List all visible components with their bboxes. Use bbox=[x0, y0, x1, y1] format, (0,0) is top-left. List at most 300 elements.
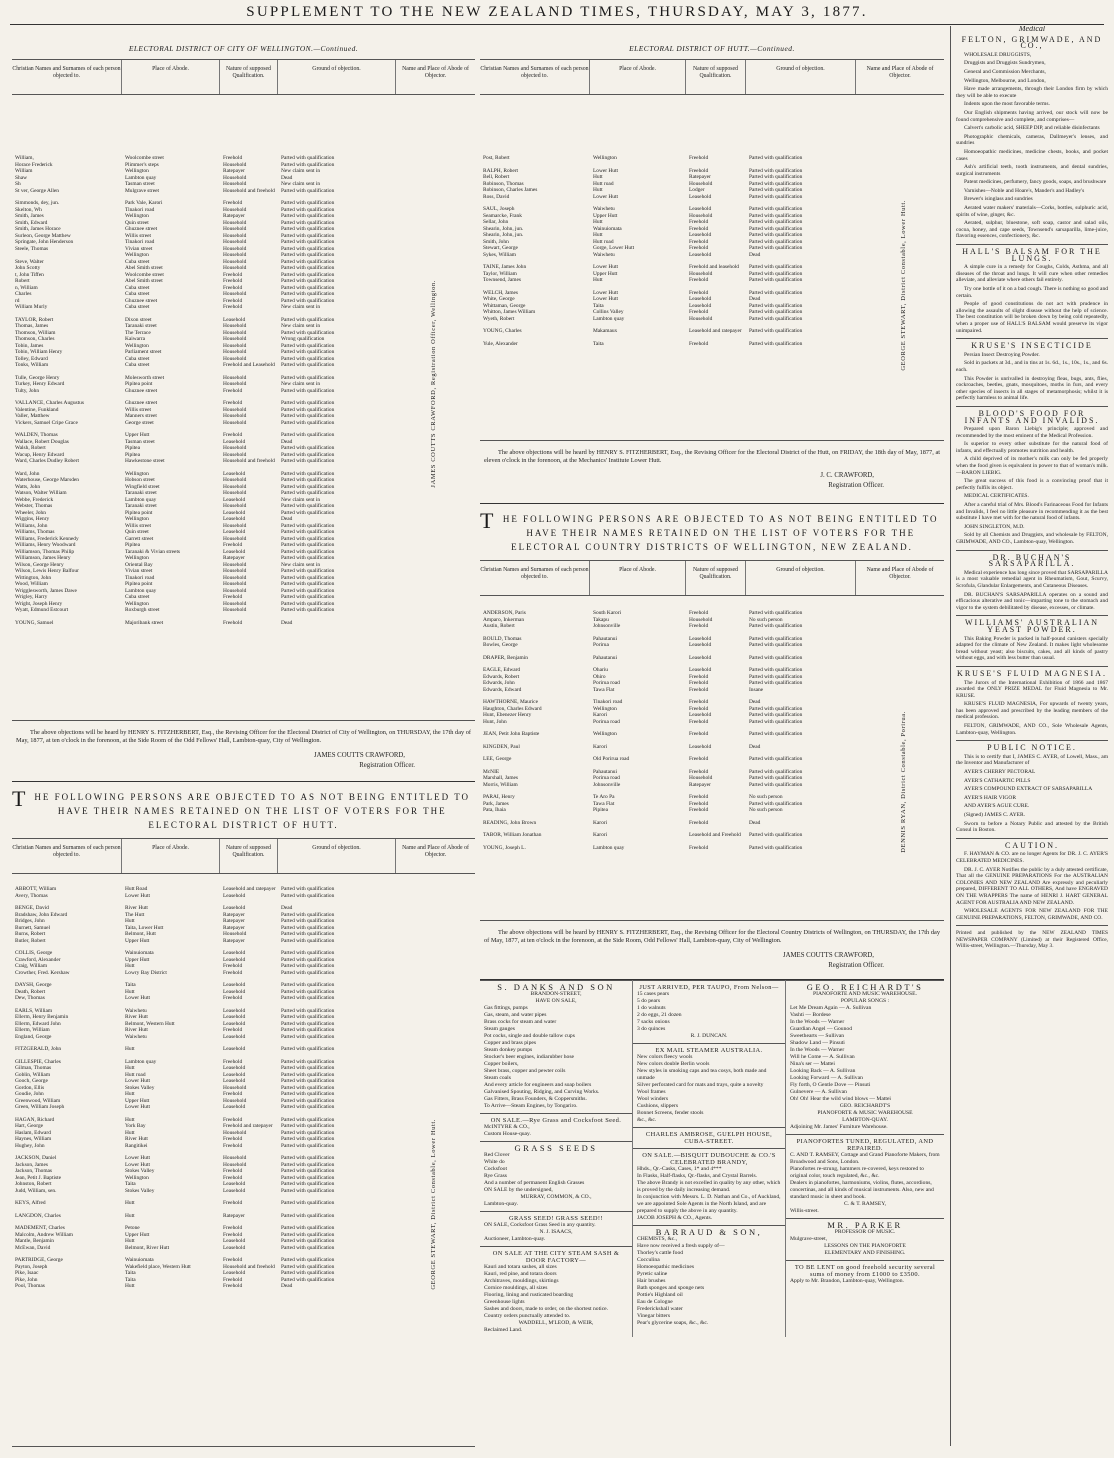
cell-abode: Wainuiomata bbox=[593, 225, 622, 232]
cell-ground: Parted with qualification bbox=[281, 581, 335, 587]
medical-advertisement-heading: KRUSE'S FLUID MAGNESIA. bbox=[957, 668, 1107, 678]
cell-name: Edwards, John bbox=[483, 680, 515, 686]
medical-advertisement-text: AND AYER'S AGUE CURE. bbox=[964, 803, 1030, 810]
cell-abode: Collins Valley bbox=[593, 309, 624, 315]
cell-name: Greenwood, William bbox=[15, 1097, 61, 1104]
cell-qualification: Leasehold bbox=[689, 667, 712, 673]
hutt-right-note: The above objections will be heard by HENRY S. FITZHERBERT, Esq., the Revising Officer for the Electoral District of the Hutt, on FRIDAY, the 18th day of May, 1877, at eleven o'clock in the forenoon, at the Mechanics' Institute Lower Hutt. bbox=[484, 449, 940, 464]
cell-ground: Parted with qualification bbox=[281, 219, 335, 226]
cell-abode: Taita bbox=[125, 1276, 136, 1283]
cell-abode: Quin street bbox=[125, 219, 149, 226]
cell-name: Williams, John bbox=[15, 522, 48, 529]
cell-qualification: Leasehold bbox=[223, 316, 246, 323]
advertisement-line: Adjoining Mr. James' Furniture Warehouse. bbox=[790, 1124, 888, 1130]
cell-abode: Wellington bbox=[125, 1174, 149, 1181]
cell-name: Post, Robert bbox=[483, 155, 510, 161]
medical-advertisement-heading: HALL'S BALSAM FOR THE LUNGS. bbox=[962, 247, 1102, 263]
cell-ground: Parted with qualification bbox=[281, 1071, 335, 1078]
cell-name: Wallace, Robert Douglas bbox=[15, 438, 69, 445]
cell-abode: Lower Hutt bbox=[593, 167, 619, 174]
cell-name: Gooch, George bbox=[15, 1078, 48, 1084]
cell-abode: Dixon street bbox=[125, 316, 152, 323]
cell-ground: Parted with qualification bbox=[281, 483, 335, 490]
cell-abode: Upper Hutt bbox=[593, 212, 618, 219]
cell-qualification: Freehold bbox=[223, 1027, 243, 1033]
cell-ground: Parted with qualification bbox=[281, 969, 335, 976]
left-column bbox=[12, 36, 475, 1448]
cell-name: Valler, Matthew bbox=[15, 413, 50, 419]
advertisement-heading: MR. PARKER bbox=[827, 1220, 903, 1230]
cell-abode: Quin street bbox=[125, 529, 149, 535]
advertisement-line: Pyretic saline bbox=[637, 1271, 668, 1277]
cell-name: Hart, George bbox=[15, 1123, 44, 1129]
cell-name: Malcolm, Andrew William bbox=[15, 1231, 73, 1238]
ads-column-2 bbox=[633, 980, 786, 1337]
advertisement-line: MURRAY, COMMON, & CO., bbox=[520, 1194, 592, 1200]
cell-abode: Lower Hutt bbox=[593, 264, 619, 270]
cell-qualification: Freehold bbox=[689, 167, 709, 174]
cell-abode: Hutt road bbox=[593, 238, 614, 245]
cell-ground: Parted with qualification bbox=[281, 1142, 335, 1149]
cell-abode: Hutt bbox=[125, 1200, 135, 1206]
cell-abode: Taranaki street bbox=[125, 490, 157, 496]
cell-ground: Parted with qualification bbox=[281, 187, 335, 194]
cell-qualification: Freehold bbox=[223, 1174, 243, 1181]
cell-name: MADEMENT, Charles bbox=[15, 1225, 65, 1231]
cell-ground: Parted with qualification bbox=[281, 995, 335, 1001]
advertisement-line: Cocculina bbox=[637, 1257, 660, 1263]
header-ground: Ground of objection. bbox=[278, 839, 396, 873]
cell-qualification: Freehold bbox=[689, 309, 709, 315]
cell-qualification: Household bbox=[223, 355, 247, 362]
advertisement-line: Kauri and totara sashes, all sizes bbox=[484, 1264, 557, 1270]
advertisement-line: BRANDON-STREET, bbox=[530, 991, 582, 997]
advertisement-line: Dealers in pianofortes, harmoniums, violins, flutes, accordions, concertinas, and all kinds of musical instruments. Also, new and standard music in sheet and book. bbox=[790, 1180, 934, 1200]
cell-qualification: Ratepayer bbox=[223, 555, 245, 561]
medical-advertisement-text: Try one bottle of it on a bad cough. There is nothing so good and certain. bbox=[956, 286, 1108, 299]
cell-abode: Tinakori road bbox=[125, 574, 155, 581]
advertisement-line: Gas fittings, pumps bbox=[484, 1005, 528, 1011]
advertisement-line: Hair brushes bbox=[637, 1278, 666, 1284]
cell-abode: Pipitea point bbox=[125, 581, 153, 587]
cell-qualification: Household bbox=[223, 607, 247, 613]
advertisement-heading: TO BE LENT on good freehold security several sums of money from £1000 to £3500. bbox=[794, 1264, 936, 1278]
hutt-dropcap: T bbox=[12, 786, 28, 811]
medical-advertisement-text: This Powder is unrivalled in destroying fleas, bugs, ants, flies, cockroaches, beetles, gnats, mosquitoes, moths in furs, and every other species of insects in all stages of metamorphosis; whilst it is perfectly harmless to animal life. bbox=[956, 375, 1108, 402]
cell-name: Marshall, James bbox=[483, 775, 519, 781]
cell-ground: Parted with qualification bbox=[749, 623, 803, 629]
advertisement-heading: BARRAUD & SON, bbox=[655, 1227, 763, 1237]
medical-advertisement-text: F. HAYMAN & CO. are no longer Agents for DR. J. C. AYER'S CELEBRATED MEDICINES. bbox=[956, 851, 1108, 864]
cell-name: Haslam, Edward bbox=[15, 1129, 51, 1136]
cell-name: Ward, Charles Dudley Robert bbox=[15, 458, 79, 464]
cell-name: Green, William Joseph bbox=[15, 1104, 65, 1110]
cell-name: Jackson, James bbox=[15, 1161, 48, 1168]
advertisement-line: PIANOFORTE AND MUSIC WAREHOUSE. bbox=[813, 991, 917, 997]
advertisement bbox=[480, 1246, 632, 1337]
cell-qualification: Freehold bbox=[689, 238, 709, 245]
medical-advertisement-text: Have made arrangements, through their London firm by which they will be able to execute bbox=[956, 86, 1108, 99]
advertisement-rule bbox=[956, 740, 1108, 741]
advertisement-line: ON SALE, Cocksfoot Grass Seed in any quantity. bbox=[484, 1222, 596, 1228]
cell-name: rd bbox=[15, 297, 20, 304]
advertisement-line: Eau de Cologne bbox=[637, 1299, 673, 1305]
cell-abode: Park Vale, Karori bbox=[125, 200, 163, 206]
cell-name: William bbox=[15, 168, 33, 174]
cell-abode: Taita bbox=[593, 340, 604, 347]
cell-qualification: Household bbox=[223, 1161, 247, 1168]
cell-abode: Pipitea bbox=[125, 451, 140, 458]
cell-name: John Scotty bbox=[15, 265, 41, 271]
ads-area bbox=[480, 979, 944, 1337]
city-table bbox=[12, 59, 475, 721]
cell-name: Surleon, George Matthew bbox=[15, 232, 71, 239]
cell-ground: Parted with qualification bbox=[281, 509, 335, 516]
cell-ground: Parted with qualification bbox=[281, 206, 335, 213]
advertisement-line: Thorley's cattle food bbox=[637, 1250, 684, 1256]
advertisement-line: To Arrive—Steam Engines, by Tongariro. bbox=[484, 1103, 578, 1109]
cell-name: Pike, John bbox=[15, 1276, 38, 1283]
medical-advertisement-text: Is superior to every other substitute for the natural food of infants, and effectually promotes nutrition and health. bbox=[956, 441, 1108, 454]
cell-qualification: Freehold bbox=[223, 1225, 243, 1231]
cell-qualification: Household bbox=[223, 574, 247, 581]
cell-abode: Ohariu bbox=[593, 667, 608, 673]
cell-qualification: Leasehold bbox=[223, 1046, 246, 1052]
medical-advertisement-text: Aerated water makers' materials—Corks, bottles, sulphuric acid, spirits of wine, ginger, &c. bbox=[956, 205, 1108, 218]
cell-qualification: Household bbox=[223, 252, 247, 258]
cell-name: Thomson, William bbox=[15, 329, 56, 336]
cell-qualification: Household bbox=[223, 445, 247, 451]
cell-abode: Upper Hutt bbox=[593, 270, 618, 277]
cell-name: Shaw bbox=[15, 174, 27, 181]
cell-qualification: Freehold bbox=[689, 705, 709, 712]
cell-abode: Roxburgh street bbox=[125, 607, 160, 613]
medical-advertisement bbox=[956, 666, 1108, 736]
cell-qualification: Leasehold bbox=[223, 1020, 246, 1027]
cell-abode: Tasman street bbox=[125, 438, 155, 445]
medical-advertisement-heading: CAUTION. bbox=[1005, 840, 1059, 850]
cell-ground: Parted with qualification bbox=[281, 937, 335, 944]
cell-qualification: Household bbox=[223, 219, 247, 226]
cell-ground: Parted with qualification bbox=[281, 1078, 335, 1084]
cell-qualification: Household bbox=[223, 600, 247, 607]
header-objector: Name and Place of Abode of Objector. bbox=[866, 567, 934, 580]
cell-name: Gilman, Thomas bbox=[15, 1065, 52, 1071]
country-objector: DENNIS RYAN, District Constable, Porirua. bbox=[900, 711, 907, 853]
cell-ground: Parted with qualification bbox=[281, 1174, 335, 1181]
cell-ground: Parted with qualification bbox=[749, 800, 803, 807]
advertisement bbox=[786, 1260, 944, 1288]
cell-qualification: Freehold and Leasehold bbox=[223, 362, 275, 368]
cell-ground: Parted with qualification bbox=[281, 886, 335, 892]
cell-qualification: Ratepayer bbox=[223, 918, 245, 924]
cell-ground: Parted with qualification bbox=[281, 600, 335, 607]
cell-qualification: Household bbox=[223, 503, 247, 509]
cell-abode: Wakefield place, Western Hutt bbox=[125, 1263, 191, 1270]
cell-name: HAGAN, Richard bbox=[15, 1116, 55, 1123]
advertisement-line: PROFESSOR OF MUSIC. bbox=[834, 1229, 896, 1235]
advertisement-line: Mulgrave-street, bbox=[790, 1236, 828, 1242]
advertisement-line: Red Clover bbox=[484, 1152, 510, 1158]
cell-name: Mantle, Benjamin bbox=[15, 1238, 54, 1244]
cell-name: Simmonds, dey, jun. bbox=[15, 200, 60, 206]
country-sign-title: Registration Officer. bbox=[828, 962, 884, 969]
cell-abode: Karori bbox=[593, 712, 608, 718]
cell-name: Craig, William bbox=[15, 963, 48, 969]
cell-ground: No such person bbox=[749, 807, 783, 813]
advertisement-line: WADDELL, M'LEOD, & WEIR, bbox=[518, 1320, 594, 1326]
advertisement-line: In the Woods — Warner bbox=[790, 1019, 845, 1025]
cell-qualification: Freehold bbox=[689, 673, 709, 680]
advertisement-line: Steam gauges bbox=[484, 1026, 515, 1032]
cell-ground: Parted with qualification bbox=[281, 458, 335, 464]
cell-ground: Parted with qualification bbox=[281, 1046, 335, 1052]
medical-advertisement-text: Patent medicines, perfumery, fancy goods, soaps, and brushware bbox=[964, 179, 1107, 186]
medical-advertisement-text: AYER'S HAIR VIGOR bbox=[964, 794, 1017, 801]
cell-ground: Parted with qualification bbox=[281, 522, 335, 529]
cell-qualification: Freehold bbox=[223, 1116, 243, 1123]
cell-qualification: Household bbox=[223, 181, 247, 187]
advertisement-line: 7 sacks onions bbox=[637, 1019, 670, 1025]
cell-ground: Parted with qualification bbox=[281, 1257, 335, 1263]
cell-abode: Taita, Lower Hutt bbox=[125, 924, 164, 931]
advertisement-line: Frederickshall water bbox=[637, 1306, 683, 1312]
cell-name: Johnston, Robert bbox=[15, 1181, 52, 1187]
advertisement-line: White do bbox=[484, 1159, 505, 1165]
cell-name: PARAI, Henry bbox=[483, 794, 515, 800]
cell-ground: Parted with qualification bbox=[749, 270, 803, 277]
cell-ground: Parted with qualification bbox=[281, 265, 335, 271]
hutt-table-body bbox=[12, 874, 475, 1446]
medical-advertisement-text: Brewer's isinglass and sundries bbox=[964, 196, 1033, 203]
advertisement-line: Pianofortes re-strung, hammers re-covered, keys restored to original color, touch regulated, &c., &c. bbox=[790, 1166, 924, 1179]
cell-name: PARTRIDGE, George bbox=[15, 1257, 63, 1263]
cell-qualification: Freehold and ratepayer bbox=[223, 1123, 273, 1129]
cell-qualification: Freehold bbox=[223, 594, 243, 600]
cell-abode: Waiwhetu bbox=[125, 1033, 147, 1040]
cell-name: Tulty, John bbox=[15, 387, 40, 394]
advertisement-line: 2 do eggs, 21 dozen bbox=[637, 1012, 682, 1018]
country-dropcap: T bbox=[480, 508, 496, 533]
cell-ground: Dead bbox=[749, 251, 761, 258]
cell-abode: Hutt bbox=[125, 918, 135, 924]
cell-name: Williams, Henry Woodward bbox=[15, 542, 76, 548]
cell-abode: Oriental Bay bbox=[125, 561, 153, 568]
cell-abode: Stokes Valley bbox=[125, 1168, 155, 1174]
cell-name: Butler, Robert bbox=[15, 937, 46, 944]
cell-abode: Abel Smith street bbox=[125, 265, 163, 271]
medical-advertisement-text: Calvert's carbolic acid, SHEEP DIP, and reliable disinfectants bbox=[964, 125, 1100, 132]
country-table-header bbox=[480, 561, 944, 596]
advertisement-line: Nina's ser — Mattei bbox=[790, 1061, 835, 1067]
cell-name: Burns, Robert bbox=[15, 931, 46, 937]
cell-qualification: Freehold bbox=[689, 610, 709, 616]
cell-abode: Wingfield street bbox=[125, 483, 160, 490]
cell-ground: Parted with qualification bbox=[281, 406, 335, 413]
cell-name: Death, Robert bbox=[15, 988, 46, 995]
cell-ground: Parted with qualification bbox=[281, 931, 335, 937]
cell-abode: South Karori bbox=[593, 610, 621, 616]
cell-name: Haughton, Charles Edward bbox=[483, 705, 542, 712]
cell-ground: Parted with qualification bbox=[749, 245, 803, 251]
cell-ground: No such person bbox=[749, 616, 783, 623]
header-name: Christian Names and Surnames of each person objected to. bbox=[480, 60, 590, 94]
cell-name: Webbe, Frederick bbox=[15, 496, 54, 503]
advertisement-line: Looking Forward — A. Sullivan bbox=[790, 1075, 863, 1081]
cell-qualification: Leasehold bbox=[223, 438, 246, 445]
medical-advertisement-text: Sworn to before a Notary Public and attested by the British Consul in Boston. bbox=[956, 820, 1108, 834]
cell-ground: Parted with qualification bbox=[281, 349, 335, 355]
advertisement-line: Vashti — Bordese bbox=[790, 1012, 831, 1018]
cell-qualification: Freehold bbox=[689, 225, 709, 232]
cell-abode: Lambton quay bbox=[593, 844, 625, 851]
cell-qualification: Household bbox=[689, 180, 713, 187]
cell-qualification: Leasehold bbox=[689, 302, 712, 309]
cell-qualification: Leasehold bbox=[689, 712, 712, 718]
cell-abode: Lower Hutt bbox=[125, 1161, 151, 1168]
cell-abode: Wellington bbox=[125, 168, 149, 174]
cell-name: Pata, Ihaia bbox=[483, 807, 506, 813]
medical-advertisement-text: Medical experience has long since proved that SARSAPARILLA is a most valuable remedial agent in Rheumatism, Gout, Scurvy, Scrofula, Glandular Enlargements, and Cutaneous Diseases. bbox=[956, 569, 1108, 589]
cell-abode: Kaiwarra bbox=[125, 336, 146, 342]
cell-ground: Parted with qualification bbox=[281, 587, 335, 594]
cell-abode: Hutt bbox=[593, 277, 603, 283]
cell-qualification: Household bbox=[223, 419, 247, 426]
cell-abode: Porirua road bbox=[593, 718, 620, 725]
cell-abode: Wellington bbox=[593, 731, 617, 737]
cell-ground: Parted with qualification bbox=[749, 642, 803, 648]
advertisement-line: 5 do pears bbox=[637, 998, 660, 1004]
header-abode: Place of Abode. bbox=[122, 60, 220, 94]
medical-advertisement-text: Sold in packets at 3d., and in tins at 1s. 6d., 1s., 10s., 1s., and 6s. each. bbox=[956, 360, 1108, 373]
cell-qualification: Leasehold bbox=[223, 1065, 246, 1071]
cell-ground: Parted with qualification bbox=[281, 1225, 335, 1231]
cell-ground: Parted with qualification bbox=[281, 232, 335, 239]
cell-ground: Parted with qualification bbox=[749, 238, 803, 245]
medical-advertisement bbox=[956, 838, 1108, 922]
advertisement-line: New colors fleecy wools bbox=[637, 1054, 693, 1060]
cell-abode: Pipitea point bbox=[125, 381, 153, 387]
city-objector: JAMES COUTTS CRAWFORD, Registration Officer, Wellington. bbox=[430, 280, 437, 488]
cell-name: Haynes, William bbox=[15, 1136, 52, 1142]
cell-abode: Hutt road bbox=[593, 180, 614, 187]
cell-qualification: Freehold bbox=[689, 807, 709, 813]
cell-qualification: Leasehold bbox=[223, 470, 246, 477]
cell-abode: Tawa Flat bbox=[593, 800, 615, 807]
cell-abode: Cuba street bbox=[125, 291, 150, 297]
cell-abode: Lower Hutt bbox=[125, 1104, 151, 1110]
cell-qualification: Ratepayer bbox=[223, 168, 245, 174]
cell-ground: Parted with qualification bbox=[749, 340, 803, 347]
advertisement-line: Cornice mouldings, all sizes bbox=[484, 1285, 548, 1291]
sidebar-imprint-rule bbox=[956, 925, 1108, 926]
cell-abode: Pahautanui bbox=[593, 654, 617, 661]
advertisement-line: Vinegar bitters bbox=[637, 1313, 671, 1319]
sidebar-label: Medical bbox=[1018, 26, 1046, 33]
cell-ground: Parted with qualification bbox=[749, 832, 803, 838]
hutt-right-objector: GEORGE STEWART, District Constable, Lower Hutt. bbox=[900, 200, 907, 371]
cell-qualification: Freehold bbox=[689, 718, 709, 725]
cell-name: Webster, Thomas bbox=[15, 503, 53, 509]
cell-qualification: Household bbox=[223, 1155, 247, 1161]
cell-name: Ross, David bbox=[483, 193, 510, 200]
cell-name: Wyeth, Robert bbox=[483, 315, 515, 322]
cell-name: YOUNG, Joseph L. bbox=[483, 844, 526, 851]
cell-ground: Parted with qualification bbox=[281, 503, 335, 509]
cell-abode: Lambton quay bbox=[125, 174, 157, 181]
advertisement bbox=[633, 1043, 785, 1127]
advertisement-line: Architraves, mouldings, skirtings bbox=[484, 1278, 559, 1284]
cell-name: Hunt, Ebenezer Henry bbox=[483, 712, 532, 718]
advertisement-heading: GEO. REICHARDT'S bbox=[806, 982, 924, 992]
header-name: Christian Names and Surnames of each person objected to. bbox=[12, 60, 122, 94]
cell-name: McNIE bbox=[483, 768, 500, 775]
cell-abode: Upper Hutt bbox=[125, 956, 150, 963]
advertisement-line: Will he Come — A. Sullivan bbox=[790, 1054, 855, 1060]
medical-advertisement-text: FELTON, GRIMWADE, AND CO., Sole Wholesale Agents, Lambton-quay, Wellington. bbox=[956, 723, 1108, 736]
cell-name: Wheeler, John bbox=[15, 509, 46, 516]
cell-ground: Parted with qualification bbox=[281, 1084, 335, 1091]
advertisement-line: Guardian Angel — Gounod bbox=[790, 1026, 852, 1032]
cell-ground: Parted with qualification bbox=[281, 1200, 335, 1206]
cell-qualification: Leasehold bbox=[223, 1244, 246, 1251]
cell-ground: Parted with qualification bbox=[749, 673, 803, 680]
cell-abode: Tawa Flat bbox=[593, 686, 615, 693]
cell-name: Williamson, James Henry bbox=[15, 555, 71, 561]
cell-qualification: Freehold bbox=[223, 1276, 243, 1283]
medical-advertisement-text: AYER'S CATHARTIC PILLS bbox=[964, 777, 1031, 784]
cell-qualification: Leasehold bbox=[689, 642, 712, 648]
medical-advertisement bbox=[956, 338, 1108, 402]
advertisement-line: C. AND T. RAMSEY, Cottage and Grand Pianoforte Makers, from Broadwood and Sons, London. bbox=[790, 1152, 940, 1165]
cell-ground: Parted with qualification bbox=[281, 245, 335, 252]
cell-qualification: Household bbox=[223, 561, 247, 568]
advertisement bbox=[480, 1141, 632, 1211]
cell-abode: Plimmer's steps bbox=[125, 161, 159, 168]
cell-abode: Hutt bbox=[593, 219, 603, 225]
cell-abode: Willis street bbox=[125, 406, 151, 413]
cell-ground: Parted with qualification bbox=[281, 1058, 335, 1065]
advertisement-line: New styles in smoking caps and tea cosys, both made and unmade bbox=[637, 1068, 767, 1081]
country-title-text: HE FOLLOWING PERSONS ARE OBJECTED TO AS NOT BEING ENTITLED TO HAVE THEIR NAMES RETAINED ON THE LIST OF VOTERS FOR THE ELECTORAL COUNTRY DISTRICTS OF WELLINGTON, NEW ZEALAND. bbox=[502, 514, 939, 552]
advertisement bbox=[786, 980, 944, 1134]
sidebar-blocks bbox=[956, 34, 1108, 922]
cell-ground: Dead bbox=[749, 296, 761, 302]
cell-abode: Upper Hutt bbox=[125, 937, 150, 944]
cell-ground: Parted with qualification bbox=[281, 451, 335, 458]
cell-qualification: Leasehold bbox=[223, 516, 246, 522]
cell-ground: Parted with qualification bbox=[281, 278, 335, 284]
advertisement bbox=[633, 1127, 785, 1148]
cell-ground: Parted with qualification bbox=[281, 1014, 335, 1020]
cell-abode: Cuba street bbox=[125, 258, 150, 265]
cell-abode: Hutt bbox=[125, 988, 135, 995]
table-row bbox=[12, 1283, 475, 1290]
cell-qualification: Freehold bbox=[223, 619, 243, 626]
cell-name: Robinson, Charles James bbox=[483, 187, 538, 193]
cell-name: Valentine, Funkland bbox=[15, 406, 59, 413]
cell-name: Walsh, Robert bbox=[15, 445, 46, 451]
cell-qualification: Leasehold bbox=[689, 206, 712, 212]
cell-qualification: Household bbox=[223, 451, 247, 458]
medical-advertisement-text: WHOLESALE DRUGGISTS, bbox=[964, 51, 1032, 58]
cell-abode: York Bay bbox=[125, 1123, 146, 1129]
cell-name: TAYLOR, Robert bbox=[15, 316, 54, 323]
cell-ground: Parted with qualification bbox=[281, 1181, 335, 1187]
advertisement-rule bbox=[956, 666, 1108, 667]
cell-name: Wood, William bbox=[15, 581, 48, 587]
cell-abode: The Hutt bbox=[125, 911, 145, 918]
